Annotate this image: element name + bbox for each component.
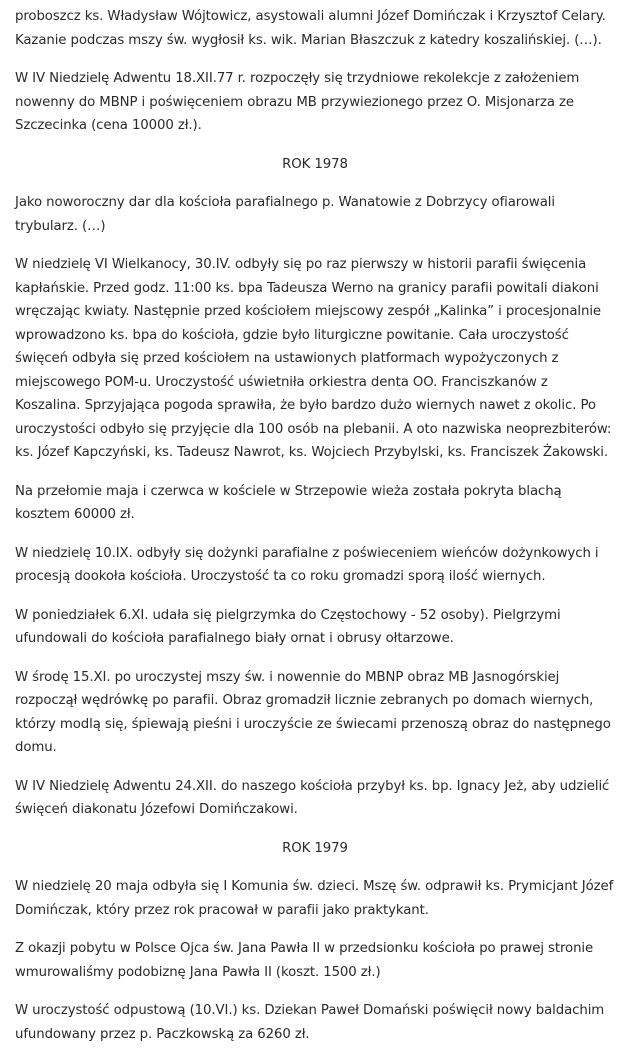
paragraph-pope-visit: Z okazji pobytu w Polsce Ojca św. Jana Pawła II w przedsionku kościoła po prawej stronie wmurowaliśmy podobiznę Jana Pawła II (koszt. 1500 zł.) <box>15 941 594 980</box>
paragraph-ordination-ceremony-end: proboszcz ks. Władysław Wójtowicz, asystowali alumni Józef Domińczak i Krzysztof Celary. Kazanie podczas mszy św. wygłosił ks. wik. Marian Błaszczuk z katedry koszalińskiej. (…). <box>15 9 606 48</box>
paragraph-harvest-festival: W niedzielę 10.IX. odbyły się dożynki parafialne z poświeceniem wieńców dożynkowych i procesją dookoła kościoła. Uroczystość ta co roku gromadzi sporą ilość wiernych. <box>15 545 599 584</box>
year-heading-1979: ROK 1979 <box>282 840 348 856</box>
paragraph-czestochowa-pilgrimage: W poniedziałek 6.XI. udała się pielgrzymka do Częstochowy - 52 osoby). Pielgrzymi ufundowali do kościoła parafialnego biały ornat i obrusy ołtarzowe. <box>15 607 561 646</box>
paragraph-diaconate-ordination: W IV Niedzielę Adwentu 24.XII. do naszego kościoła przybył ks. bp. Ignacy Jeż, aby udzielić święceń diakonatu Józefowi Domińczakowi. <box>15 778 610 817</box>
paragraph-priestly-ordination: W niedzielę VI Wielkanocy, 30.IV. odbyły się po raz pierwszy w historii parafii święcenia kapłańskie. Przed godz. 11:00 ks. bpa Tadeusza Werno na granicy parafii powitali diakoni wręczając kwiaty. Następnie przed kościołem miejscowy zespół „Kalinka” i procesjonalnie wprowadzono ks. bpa do kościoła, gdzie było liturgiczne powitanie. Cała uroczystość święceń odbyła się przed kościołem na ustawionych platformach wypożyczonych z miejscowego POM-u. Uroczystość uświetniła orkiestra denta OO. Franciszkanów z Koszalina. Sprzyjająca pogoda sprawiła, że było bardzo dużo wiernych nawet z okolic. Po uroczystości odbyło się przyjęcie dla 100 osób na plebanii. A oto nazwiska neoprezbiterów: ks. Józef Kapczyński, ks. Tadeusz Nawrot, ks. Wojciech Przybylski, ks. Franciszek Żakowski. <box>15 257 612 460</box>
year-heading-1978: ROK 1978 <box>282 156 348 172</box>
paragraph-jasna-gora-image: W środę 15.XI. po uroczystej mszy św. i nowennie do MBNP obraz MB Jasnogórskiej rozpoczął wędrówkę po parafii. Obraz gromadził licznie zebranych po domach wiernych, którzy modlą się, śpiewają pieśni i uroczyście ze świecami przenoszą obraz do następnego domu. <box>15 669 611 755</box>
paragraph-parish-feast: W uroczystość odpustową (10.VI.) ks. Dziekan Paweł Domański poświęcił nowy baldachim ufundowany przez p. Paczkowską za 6260 zł. <box>15 1003 605 1042</box>
paragraph-new-year-gift: Jako noworoczny dar dla kościoła parafialnego p. Wanatowie z Dobrzycy ofiarowali trybularz. (…) <box>15 195 555 234</box>
paragraph-strzepowo-tower: Na przełomie maja i czerwca w kościele w Strzepowie wieża została pokryta blachą kosztem 60000 zł. <box>15 483 562 522</box>
document-page <box>15 5 615 1061</box>
paragraph-advent-retreat-1977: W IV Niedzielę Adwentu 18.XII.77 r. rozpoczęły się trzydniowe rekolekcje z założeniem nowenny do MBNP i poświęceniem obrazu MB przywiezionego przez O. Misjonarza ze Szczecinka (cena 10000 zł.). <box>15 71 580 133</box>
paragraph-first-communion: W niedzielę 20 maja odbyła się I Komunia św. dzieci. Mszę św. odprawił ks. Prymicjant Józef Domińczak, który przez rok pracował w parafii jako praktykant. <box>15 879 614 918</box>
